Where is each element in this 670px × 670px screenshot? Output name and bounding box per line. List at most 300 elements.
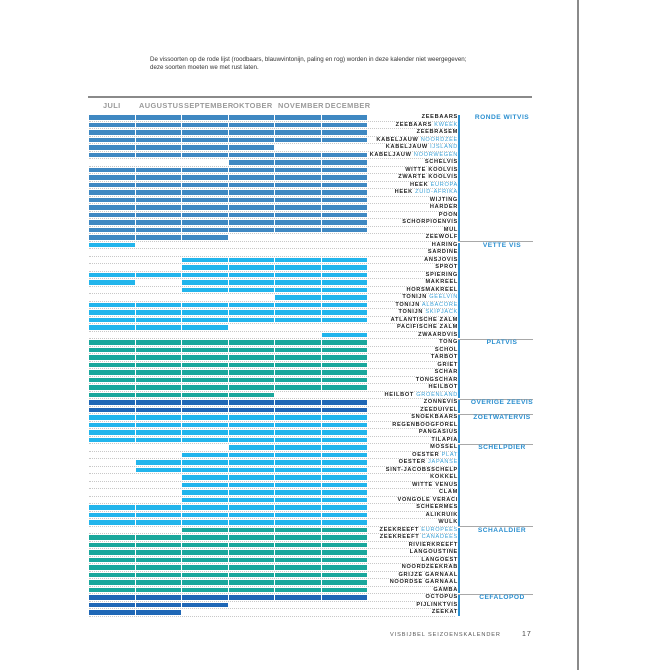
season-cell <box>229 115 275 120</box>
species-name <box>433 587 458 595</box>
group-label: RONDE WITVIS <box>474 114 530 121</box>
season-cell <box>182 123 228 128</box>
species-name <box>438 519 458 527</box>
season-cell <box>136 168 182 173</box>
species-label: ZEEBAARS <box>421 114 458 120</box>
season-cell <box>89 243 135 248</box>
season-cell <box>89 438 135 443</box>
season-cell <box>89 310 135 315</box>
season-cell <box>322 475 368 480</box>
season-cell <box>275 565 321 570</box>
season-cell <box>229 363 275 368</box>
season-cell <box>322 183 368 188</box>
species-name <box>416 504 458 512</box>
season-cell <box>136 438 182 443</box>
season-cell <box>136 213 182 218</box>
species-name <box>398 497 458 505</box>
species-name <box>376 137 458 145</box>
season-cell <box>275 273 321 278</box>
season-cell <box>322 550 368 555</box>
species-name <box>428 249 458 257</box>
season-cell <box>89 175 135 180</box>
season-cell <box>322 535 368 540</box>
season-cell <box>136 603 182 608</box>
species-name <box>380 534 458 542</box>
season-cell <box>89 205 135 210</box>
season-cell <box>322 310 368 315</box>
season-cell <box>182 505 228 510</box>
species-label: KOKKEL <box>430 474 458 480</box>
species-qualifier: SKIPJACK <box>423 309 458 315</box>
season-cell <box>322 318 368 323</box>
season-cell <box>136 310 182 315</box>
species-label: LANGOEST <box>421 556 458 563</box>
season-cell <box>275 190 321 195</box>
season-cell <box>275 535 321 540</box>
species-label: REGENBOOGFOREL <box>392 421 458 428</box>
species-label: SCHEERMES <box>416 504 458 510</box>
season-cell <box>182 190 228 195</box>
species-label: HORSMAKREEL <box>406 286 458 293</box>
season-cell <box>275 183 321 188</box>
season-cell <box>229 160 275 165</box>
season-cell <box>182 370 228 375</box>
season-cell <box>322 123 368 128</box>
species-label: SNOEKBAARS <box>411 414 458 420</box>
season-cell <box>275 303 321 308</box>
season-cell <box>89 603 135 608</box>
season-cell <box>275 453 321 458</box>
species-label: MOSSEL <box>430 444 458 450</box>
row-divider <box>89 241 455 242</box>
page-number: 17 <box>522 631 532 638</box>
season-cell <box>136 505 182 510</box>
season-cell <box>322 543 368 548</box>
season-cell <box>136 190 182 195</box>
season-cell <box>89 610 135 615</box>
row-divider <box>89 293 455 294</box>
season-cell <box>136 175 182 180</box>
species-name <box>391 317 458 325</box>
season-cell <box>182 115 228 120</box>
season-cell <box>229 595 275 600</box>
season-cell <box>136 415 182 420</box>
season-cell <box>136 595 182 600</box>
season-cell <box>275 198 321 203</box>
species-name <box>429 384 458 392</box>
row-divider <box>89 368 455 369</box>
species-name <box>416 602 458 610</box>
season-cell <box>89 153 135 158</box>
season-cell <box>322 348 368 353</box>
season-cell <box>136 115 182 120</box>
species-label: NOORDZEEKRAB <box>401 564 458 570</box>
season-cell <box>182 415 228 420</box>
row-divider <box>89 436 455 437</box>
season-cell <box>182 595 228 600</box>
species-name <box>398 174 458 182</box>
season-cell <box>275 475 321 480</box>
species-label: TARBOT <box>430 354 458 360</box>
season-cell <box>322 453 368 458</box>
season-cell <box>322 513 368 518</box>
species-name <box>425 159 458 167</box>
species-name <box>430 444 458 452</box>
season-cell <box>275 423 321 428</box>
season-cell <box>229 378 275 383</box>
species-label: OESTER <box>412 451 440 458</box>
season-cell <box>89 385 135 390</box>
season-cell <box>322 273 368 278</box>
season-cell <box>182 378 228 383</box>
season-cell <box>89 235 135 240</box>
season-cell <box>182 348 228 353</box>
group-bracket <box>458 415 460 443</box>
species-label: OESTER <box>398 459 426 465</box>
season-cell <box>275 490 321 495</box>
species-name <box>426 234 458 242</box>
species-name <box>435 264 458 272</box>
species-name <box>397 324 458 332</box>
season-cell <box>136 423 182 428</box>
season-cell <box>136 535 182 540</box>
row-divider <box>89 608 455 609</box>
season-cell <box>322 213 368 218</box>
season-cell <box>182 430 228 435</box>
species-name <box>422 114 458 122</box>
season-cell <box>229 145 275 150</box>
season-cell <box>275 385 321 390</box>
species-label: ZWAARDVIS <box>418 331 458 338</box>
season-cell <box>136 198 182 203</box>
season-cell <box>182 513 228 518</box>
season-cell <box>89 355 135 360</box>
season-cell <box>322 288 368 293</box>
group-label: ZOETWATERVIS <box>473 414 531 421</box>
season-cell <box>322 220 368 225</box>
season-cell <box>136 520 182 525</box>
season-cell <box>275 175 321 180</box>
season-cell <box>275 258 321 263</box>
season-cell <box>229 423 275 428</box>
season-cell <box>322 153 368 158</box>
season-cell <box>275 213 321 218</box>
species-name <box>402 564 458 572</box>
season-cell <box>275 130 321 135</box>
season-cell <box>182 438 228 443</box>
row-divider <box>89 563 455 564</box>
season-cell <box>89 228 135 233</box>
group-label: OVERIGE ZEEVIS <box>470 399 534 406</box>
season-cell <box>136 318 182 323</box>
season-cell <box>89 220 135 225</box>
season-cell <box>275 460 321 465</box>
row-divider <box>89 263 455 264</box>
season-cell <box>275 498 321 503</box>
month-label: AUGUSTUS <box>139 101 184 110</box>
season-cell <box>275 588 321 593</box>
species-label: LANGOUSTINE <box>409 549 458 555</box>
row-divider <box>89 256 455 257</box>
species-name <box>386 144 458 152</box>
season-cell <box>275 513 321 518</box>
season-cell <box>89 423 135 428</box>
season-cell <box>275 160 321 165</box>
season-cell <box>275 505 321 510</box>
species-label: SPIERING <box>425 271 458 278</box>
season-cell <box>136 325 182 330</box>
season-cell <box>89 303 135 308</box>
season-cell <box>322 408 368 413</box>
species-label: ZEEKREEFT <box>379 526 420 533</box>
season-cell <box>89 415 135 420</box>
species-label: OCTOPUS <box>425 594 458 600</box>
season-cell <box>229 310 275 315</box>
season-cell <box>89 520 135 525</box>
species-name <box>405 167 458 175</box>
season-cell <box>136 580 182 585</box>
season-cell <box>136 340 182 345</box>
row-divider <box>89 361 455 362</box>
season-cell <box>275 573 321 578</box>
row-divider <box>89 278 455 279</box>
season-cell <box>322 505 368 510</box>
row-divider <box>89 338 455 339</box>
season-cell <box>275 520 321 525</box>
season-cell <box>182 235 228 240</box>
season-cell <box>229 318 275 323</box>
season-cell <box>275 153 321 158</box>
season-cell <box>229 408 275 413</box>
season-cell <box>182 565 228 570</box>
season-cell <box>229 190 275 195</box>
species-label: SPROT <box>435 264 458 270</box>
species-name <box>424 257 458 265</box>
season-cell <box>182 520 228 525</box>
season-cell <box>229 228 275 233</box>
species-label: ZEEBRASEM <box>416 129 458 135</box>
season-cell <box>322 573 368 578</box>
species-name <box>426 272 458 280</box>
species-label: WITTE KOOLVIS <box>405 166 458 173</box>
season-cell <box>182 393 228 398</box>
season-cell <box>136 558 182 563</box>
species-name <box>437 362 458 370</box>
row-divider <box>89 383 455 384</box>
season-cell <box>229 183 275 188</box>
season-cell <box>275 265 321 270</box>
season-cell <box>182 558 228 563</box>
species-label: MAKREEL <box>425 279 458 285</box>
species-label: HARDER <box>429 204 458 210</box>
season-cell <box>229 415 275 420</box>
species-name <box>370 152 458 160</box>
species-label: WULK <box>438 519 458 525</box>
season-cell <box>322 295 368 300</box>
season-cell <box>322 588 368 593</box>
species-qualifier: JAPANSE <box>425 459 458 465</box>
row-divider <box>89 376 455 377</box>
group-label: VETTE VIS <box>482 241 522 249</box>
species-name <box>410 182 458 190</box>
species-name <box>421 557 458 565</box>
row-divider <box>89 413 455 414</box>
species-name <box>432 609 458 617</box>
season-cell <box>89 550 135 555</box>
season-cell <box>136 385 182 390</box>
season-cell <box>89 505 135 510</box>
season-cell <box>89 595 135 600</box>
group-bracket <box>458 445 460 526</box>
species-name <box>402 294 458 302</box>
season-cell <box>229 475 275 480</box>
season-cell <box>275 295 321 300</box>
season-cell <box>229 460 275 465</box>
season-cell <box>89 273 135 278</box>
season-cell <box>229 445 275 450</box>
species-name <box>402 219 458 227</box>
row-divider <box>89 556 455 557</box>
species-name <box>412 482 458 490</box>
species-name <box>432 242 458 250</box>
species-label: HEILBOT <box>384 391 414 398</box>
species-label: GRIET <box>437 361 458 368</box>
season-cell <box>136 468 182 473</box>
season-cell <box>275 228 321 233</box>
season-cell <box>136 393 182 398</box>
row-divider <box>89 593 455 594</box>
species-name <box>386 467 458 475</box>
row-divider <box>89 601 455 602</box>
season-cell <box>182 453 228 458</box>
season-cell <box>322 115 368 120</box>
season-cell <box>136 513 182 518</box>
season-cell <box>89 393 135 398</box>
season-cell <box>182 490 228 495</box>
season-cell <box>229 153 275 158</box>
species-name <box>419 429 458 437</box>
season-cell <box>322 490 368 495</box>
season-cell <box>322 400 368 405</box>
species-label: TONIJN <box>402 294 427 300</box>
row-divider <box>89 548 455 549</box>
species-name <box>426 512 458 520</box>
group-label: SCHELPDIER <box>478 444 526 451</box>
season-cell <box>182 460 228 465</box>
season-cell <box>89 378 135 383</box>
species-name <box>439 339 458 347</box>
species-label: GRIJZE GARNAAL <box>398 571 458 578</box>
species-name <box>430 474 458 482</box>
season-cell <box>182 198 228 203</box>
species-label: TILAPIA <box>431 436 458 443</box>
season-cell <box>89 213 135 218</box>
season-cell <box>322 385 368 390</box>
season-cell <box>182 228 228 233</box>
season-cell <box>229 550 275 555</box>
season-cell <box>322 460 368 465</box>
species-label: GAMBA <box>433 586 458 593</box>
season-cell <box>89 318 135 323</box>
season-cell <box>275 168 321 173</box>
season-cell <box>182 355 228 360</box>
group-bracket <box>458 528 460 594</box>
season-cell <box>182 138 228 143</box>
species-name <box>430 197 458 205</box>
species-label: HEILBOT <box>428 384 458 390</box>
species-label: MUL <box>443 226 458 233</box>
season-cell <box>322 303 368 308</box>
season-cell <box>322 445 368 450</box>
species-label: HEEK <box>409 181 429 188</box>
season-cell <box>182 280 228 285</box>
season-cell <box>229 528 275 533</box>
season-cell <box>322 528 368 533</box>
species-name <box>431 354 458 362</box>
season-cell <box>136 220 182 225</box>
season-cell <box>182 310 228 315</box>
row-divider <box>89 443 455 444</box>
season-cell <box>229 580 275 585</box>
season-cell <box>182 303 228 308</box>
species-label: PIJLINKTVIS <box>416 601 458 608</box>
group-bracket <box>458 115 460 241</box>
season-cell <box>229 213 275 218</box>
season-cell <box>275 115 321 120</box>
species-label: ZEEBAARS <box>395 121 433 128</box>
group-label: CEFALOPOD <box>479 594 525 601</box>
season-cell <box>322 355 368 360</box>
season-cell <box>322 333 368 338</box>
row-divider <box>89 233 455 234</box>
species-label: ZEEKAT <box>431 609 458 615</box>
species-label: PACIFISCHE ZALM <box>396 324 458 330</box>
season-cell <box>136 138 182 143</box>
season-cell <box>322 468 368 473</box>
season-cell <box>229 505 275 510</box>
season-cell <box>136 543 182 548</box>
season-cell <box>229 498 275 503</box>
season-cell <box>275 310 321 315</box>
season-cell <box>182 385 228 390</box>
season-cell <box>89 130 135 135</box>
season-cell <box>322 595 368 600</box>
season-cell <box>322 160 368 165</box>
season-cell <box>182 468 228 473</box>
species-label: ALIKRUIK <box>425 511 458 518</box>
species-name <box>426 594 458 602</box>
season-cell <box>136 303 182 308</box>
species-name <box>399 459 458 467</box>
season-cell <box>229 258 275 263</box>
season-cell <box>322 363 368 368</box>
species-label: WIJTING <box>429 196 458 203</box>
species-label: HARING <box>431 241 458 248</box>
season-cell <box>89 325 135 330</box>
season-cell <box>322 430 368 435</box>
season-cell <box>275 220 321 225</box>
season-cell <box>275 288 321 293</box>
season-cell <box>229 453 275 458</box>
month-label: SEPTEMBER <box>184 101 234 110</box>
season-cell <box>89 198 135 203</box>
season-cell <box>322 228 368 233</box>
season-cell <box>322 520 368 525</box>
season-cell <box>229 303 275 308</box>
species-label: VONGOLE VERACI <box>397 496 458 503</box>
season-cell <box>89 363 135 368</box>
season-cell <box>229 205 275 210</box>
